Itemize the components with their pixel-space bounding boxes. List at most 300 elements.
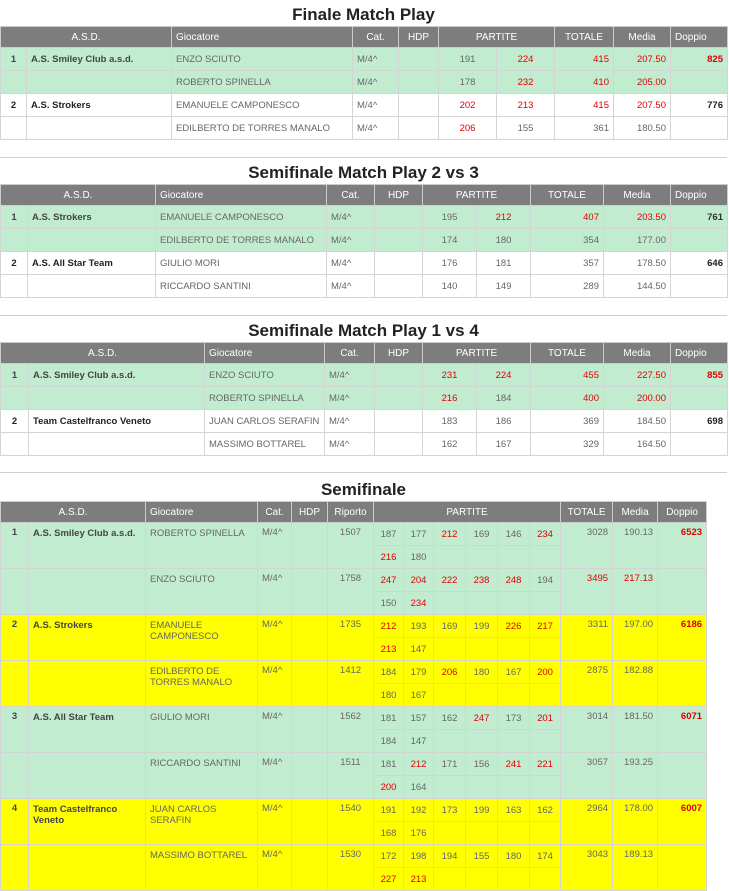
player-total: 361 [555, 117, 614, 140]
game-score-empty [434, 684, 466, 707]
header-row [1, 185, 728, 206]
game-score: 198 [404, 845, 434, 868]
team-double: 6007 [658, 799, 707, 845]
player-average: 200.00 [604, 387, 671, 410]
header-games: PARTITE [423, 185, 531, 206]
player-average: 193.25 [613, 753, 658, 799]
semi14-section [0, 320, 727, 456]
table-row [1, 94, 728, 117]
player-hdp [399, 117, 439, 140]
game-score: 155 [466, 845, 498, 868]
team-position [1, 387, 29, 410]
team-position: 2 [1, 615, 29, 661]
table-row [1, 753, 728, 776]
game-score-empty [434, 868, 466, 891]
game-score: 248 [498, 569, 530, 592]
team-position: 2 [1, 410, 29, 433]
player-average: 227.50 [604, 364, 671, 387]
team-double [671, 117, 728, 140]
player-average: 203.50 [604, 206, 671, 229]
game-score: 181 [374, 753, 404, 776]
player-average: 164.50 [604, 433, 671, 456]
game-score: 174 [423, 229, 477, 252]
game-score: 183 [423, 410, 477, 433]
player-category: M/4^ [327, 206, 375, 229]
player-carry: 1540 [328, 799, 374, 845]
team-double [671, 71, 728, 94]
player-hdp [292, 523, 328, 569]
player-total: 329 [531, 433, 604, 456]
header-player: Giocatore [205, 343, 325, 364]
game-score-empty [466, 776, 498, 799]
table-row [1, 117, 728, 140]
player-total: 415 [555, 48, 614, 71]
table-row [1, 275, 728, 298]
header-asd: A.S.D. [1, 27, 172, 48]
team-name [29, 569, 146, 615]
player-carry: 1530 [328, 845, 374, 891]
player-hdp [292, 569, 328, 615]
game-score-empty [434, 730, 466, 753]
game-score-empty [498, 638, 530, 661]
header-asd: A.S.D. [1, 502, 146, 523]
game-score: 177 [404, 523, 434, 546]
table-row [1, 799, 728, 822]
player-name: EMANUELE CAMPONESCO [172, 94, 353, 117]
player-category: M/4^ [258, 845, 292, 891]
table-row [1, 364, 728, 387]
game-score-empty [530, 546, 561, 569]
team-double: 646 [671, 252, 728, 275]
player-name: EDILBERTO DE TORRES MANALO [156, 229, 327, 252]
game-score: 163 [498, 799, 530, 822]
player-carry: 1735 [328, 615, 374, 661]
player-category: M/4^ [327, 252, 375, 275]
game-score-empty [530, 730, 561, 753]
table-row [1, 71, 728, 94]
game-score: 192 [404, 799, 434, 822]
game-score: 176 [404, 822, 434, 845]
game-score: 167 [498, 661, 530, 684]
header-row [1, 27, 728, 48]
team-position [1, 229, 28, 252]
game-score: 155 [497, 117, 555, 140]
header-cat: Cat. [258, 502, 292, 523]
game-score: 180 [374, 684, 404, 707]
game-score: 162 [530, 799, 561, 822]
player-average: 184.50 [604, 410, 671, 433]
header-cat: Cat. [353, 27, 399, 48]
game-score: 150 [374, 592, 404, 615]
team-position: 3 [1, 707, 29, 753]
table-row [1, 433, 728, 456]
divider [0, 157, 727, 158]
player-total: 407 [531, 206, 604, 229]
game-score: 247 [466, 707, 498, 730]
player-hdp [375, 229, 423, 252]
game-score: 247 [374, 569, 404, 592]
player-name: ROBERTO SPINELLA [172, 71, 353, 94]
team-position [1, 275, 28, 298]
game-score: 212 [404, 753, 434, 776]
game-score: 194 [434, 845, 466, 868]
game-score: 187 [374, 523, 404, 546]
game-score: 232 [497, 71, 555, 94]
header-total: TOTALE [555, 27, 614, 48]
player-hdp [399, 94, 439, 117]
team-double [658, 569, 707, 615]
player-total: 2875 [561, 661, 613, 707]
team-double: 825 [671, 48, 728, 71]
header-total: TOTALE [561, 502, 613, 523]
header-row [1, 343, 728, 364]
player-total: 3057 [561, 753, 613, 799]
semifinal-table [0, 501, 728, 891]
player-total: 354 [531, 229, 604, 252]
player-total: 3043 [561, 845, 613, 891]
game-score: 221 [530, 753, 561, 776]
game-score: 199 [466, 799, 498, 822]
player-name: GIULIO MORI [146, 707, 258, 753]
game-score-empty [498, 546, 530, 569]
header-avg: Media [604, 343, 671, 364]
game-score: 164 [404, 776, 434, 799]
game-score: 156 [466, 753, 498, 776]
game-score: 191 [374, 799, 404, 822]
header-player: Giocatore [172, 27, 353, 48]
player-name: EMANUELE CAMPONESCO [146, 615, 258, 661]
table-row [1, 410, 728, 433]
game-score-empty [466, 822, 498, 845]
game-score: 171 [434, 753, 466, 776]
game-score: 180 [477, 229, 531, 252]
game-score-empty [466, 638, 498, 661]
player-carry: 1507 [328, 523, 374, 569]
game-score: 234 [530, 523, 561, 546]
player-name: ENZO SCIUTO [146, 569, 258, 615]
player-category: M/4^ [325, 410, 375, 433]
table-row [1, 845, 728, 868]
team-position: 1 [1, 364, 29, 387]
team-double: 6523 [658, 523, 707, 569]
game-score: 216 [423, 387, 477, 410]
header-asd: A.S.D. [1, 343, 205, 364]
player-category: M/4^ [325, 387, 375, 410]
header-games: PARTITE [423, 343, 531, 364]
player-total: 2964 [561, 799, 613, 845]
game-score-empty [530, 592, 561, 615]
game-score-empty [530, 868, 561, 891]
player-name: RICCARDO SANTINI [156, 275, 327, 298]
player-total: 455 [531, 364, 604, 387]
game-score: 178 [439, 71, 497, 94]
team-double [658, 845, 707, 891]
header-double: Doppio [671, 343, 728, 364]
semifinal-section [0, 479, 727, 891]
player-average: 180.50 [614, 117, 671, 140]
player-total: 3311 [561, 615, 613, 661]
semi23-title: Semifinale Match Play 2 vs 3 [248, 163, 479, 182]
team-position [1, 845, 29, 891]
team-double: 761 [671, 206, 728, 229]
game-score: 238 [466, 569, 498, 592]
table-row [1, 229, 728, 252]
semi14-title: Semifinale Match Play 1 vs 4 [248, 321, 479, 340]
player-name: JUAN CARLOS SERAFIN [205, 410, 325, 433]
semifinal-title: Semifinale [320, 480, 407, 499]
game-score: 179 [404, 661, 434, 684]
game-score: 231 [423, 364, 477, 387]
team-name: A.S. Strokers [28, 206, 156, 229]
team-name: A.S. All Star Team [28, 252, 156, 275]
player-total: 369 [531, 410, 604, 433]
game-score: 147 [404, 730, 434, 753]
game-score: 212 [374, 615, 404, 638]
game-score: 149 [477, 275, 531, 298]
game-score-empty [466, 592, 498, 615]
player-category: M/4^ [258, 799, 292, 845]
table-row [1, 569, 728, 592]
player-name: EDILBERTO DE TORRES MANALO [146, 661, 258, 707]
game-score-empty [434, 776, 466, 799]
table-row [1, 252, 728, 275]
game-score: 224 [477, 364, 531, 387]
player-hdp [292, 845, 328, 891]
header-player: Giocatore [146, 502, 258, 523]
game-score-empty [434, 546, 466, 569]
player-name: MASSIMO BOTTAREL [205, 433, 325, 456]
player-average: 190.13 [613, 523, 658, 569]
table-row [1, 387, 728, 410]
game-score: 180 [466, 661, 498, 684]
player-carry: 1562 [328, 707, 374, 753]
player-category: M/4^ [258, 615, 292, 661]
semi14-table [0, 342, 728, 456]
team-position: 1 [1, 206, 28, 229]
game-score-empty [530, 684, 561, 707]
game-score: 184 [374, 661, 404, 684]
header-hdp: HDP [399, 27, 439, 48]
table-row [1, 48, 728, 71]
header-asd: A.S.D. [1, 185, 156, 206]
player-name: MASSIMO BOTTAREL [146, 845, 258, 891]
team-position [1, 433, 29, 456]
team-name [29, 845, 146, 891]
team-name [27, 117, 172, 140]
game-score: 157 [404, 707, 434, 730]
game-score-empty [498, 592, 530, 615]
team-double [658, 661, 707, 707]
game-score: 172 [374, 845, 404, 868]
player-hdp [375, 410, 423, 433]
game-score: 213 [404, 868, 434, 891]
header-double: Doppio [671, 185, 728, 206]
player-hdp [375, 364, 423, 387]
game-score: 162 [423, 433, 477, 456]
game-score-empty [466, 730, 498, 753]
player-average: 144.50 [604, 275, 671, 298]
game-score: 200 [374, 776, 404, 799]
team-name: A.S. Smiley Club a.s.d. [27, 48, 172, 71]
team-name [28, 275, 156, 298]
game-score: 213 [497, 94, 555, 117]
player-average: 178.00 [613, 799, 658, 845]
game-score-empty [434, 592, 466, 615]
team-double [671, 229, 728, 252]
game-score-empty [434, 638, 466, 661]
table-row [1, 661, 728, 684]
game-score: 162 [434, 707, 466, 730]
game-score: 169 [466, 523, 498, 546]
player-category: M/4^ [327, 229, 375, 252]
header-hdp: HDP [375, 343, 423, 364]
player-average: 207.50 [614, 94, 671, 117]
player-total: 415 [555, 94, 614, 117]
player-name: GIULIO MORI [156, 252, 327, 275]
header-avg: Media [604, 185, 671, 206]
player-average: 177.00 [604, 229, 671, 252]
game-score: 167 [477, 433, 531, 456]
game-score: 195 [423, 206, 477, 229]
player-name: ENZO SCIUTO [172, 48, 353, 71]
game-score: 184 [477, 387, 531, 410]
table-row [1, 615, 728, 638]
game-score: 202 [439, 94, 497, 117]
header-player: Giocatore [156, 185, 327, 206]
team-position: 4 [1, 799, 29, 845]
header-games: PARTITE [374, 502, 561, 523]
player-category: M/4^ [353, 71, 399, 94]
game-score: 234 [404, 592, 434, 615]
team-double: 698 [671, 410, 728, 433]
game-score: 186 [477, 410, 531, 433]
player-carry: 1412 [328, 661, 374, 707]
team-name [29, 753, 146, 799]
game-score: 226 [498, 615, 530, 638]
table-row [1, 523, 728, 546]
game-score: 180 [498, 845, 530, 868]
player-total: 289 [531, 275, 604, 298]
game-score-empty [434, 822, 466, 845]
game-score: 212 [434, 523, 466, 546]
game-score-empty [466, 684, 498, 707]
game-score: 241 [498, 753, 530, 776]
player-average: 205.00 [614, 71, 671, 94]
game-score: 173 [434, 799, 466, 822]
player-average: 181.50 [613, 707, 658, 753]
game-score: 193 [404, 615, 434, 638]
game-score: 180 [404, 546, 434, 569]
final-table [0, 26, 728, 140]
header-row [1, 502, 728, 523]
player-total: 400 [531, 387, 604, 410]
team-double: 776 [671, 94, 728, 117]
team-position: 1 [1, 523, 29, 569]
player-hdp [375, 275, 423, 298]
game-score: 206 [439, 117, 497, 140]
player-total: 410 [555, 71, 614, 94]
header-total: TOTALE [531, 185, 604, 206]
team-position [1, 569, 29, 615]
team-name [27, 71, 172, 94]
player-average: 189.13 [613, 845, 658, 891]
game-score: 181 [374, 707, 404, 730]
player-category: M/4^ [327, 275, 375, 298]
final-title: Finale Match Play [292, 5, 435, 24]
player-total: 357 [531, 252, 604, 275]
game-score: 184 [374, 730, 404, 753]
player-category: M/4^ [353, 117, 399, 140]
team-name: A.S. Smiley Club a.s.d. [29, 364, 205, 387]
game-score: 213 [374, 638, 404, 661]
player-hdp [292, 707, 328, 753]
game-score: 206 [434, 661, 466, 684]
team-position: 2 [1, 94, 27, 117]
game-score: 181 [477, 252, 531, 275]
game-score: 200 [530, 661, 561, 684]
player-average: 207.50 [614, 48, 671, 71]
game-score: 176 [423, 252, 477, 275]
player-name: ROBERTO SPINELLA [205, 387, 325, 410]
team-double [658, 753, 707, 799]
game-score: 147 [404, 638, 434, 661]
game-score-empty [498, 730, 530, 753]
game-score: 201 [530, 707, 561, 730]
player-hdp [375, 252, 423, 275]
team-name: A.S. Smiley Club a.s.d. [29, 523, 146, 569]
team-position [1, 117, 27, 140]
game-score: 191 [439, 48, 497, 71]
player-hdp [375, 387, 423, 410]
game-score-empty [498, 868, 530, 891]
game-score-empty [530, 822, 561, 845]
team-name [29, 433, 205, 456]
header-hdp: HDP [375, 185, 423, 206]
player-category: M/4^ [258, 569, 292, 615]
player-average: 197.00 [613, 615, 658, 661]
player-hdp [292, 753, 328, 799]
player-category: M/4^ [353, 94, 399, 117]
header-avg: Media [614, 27, 671, 48]
game-score: 216 [374, 546, 404, 569]
game-score: 204 [404, 569, 434, 592]
player-average: 217.13 [613, 569, 658, 615]
header-hdp: HDP [292, 502, 328, 523]
header-games: PARTITE [439, 27, 555, 48]
player-name: JUAN CARLOS SERAFIN [146, 799, 258, 845]
player-name: EMANUELE CAMPONESCO [156, 206, 327, 229]
divider [0, 315, 727, 316]
player-hdp [292, 799, 328, 845]
game-score-empty [498, 822, 530, 845]
player-category: M/4^ [258, 523, 292, 569]
team-position: 1 [1, 48, 27, 71]
player-name: ENZO SCIUTO [205, 364, 325, 387]
player-hdp [375, 206, 423, 229]
game-score: 174 [530, 845, 561, 868]
header-carry: Riporto [328, 502, 374, 523]
team-position [1, 71, 27, 94]
header-total: TOTALE [531, 343, 604, 364]
player-carry: 1758 [328, 569, 374, 615]
game-score-empty [466, 868, 498, 891]
player-category: M/4^ [325, 433, 375, 456]
team-name: Team Castelfranco Veneto [29, 799, 146, 845]
game-score: 199 [466, 615, 498, 638]
player-hdp [292, 661, 328, 707]
team-name: A.S. Strokers [29, 615, 146, 661]
game-score: 194 [530, 569, 561, 592]
